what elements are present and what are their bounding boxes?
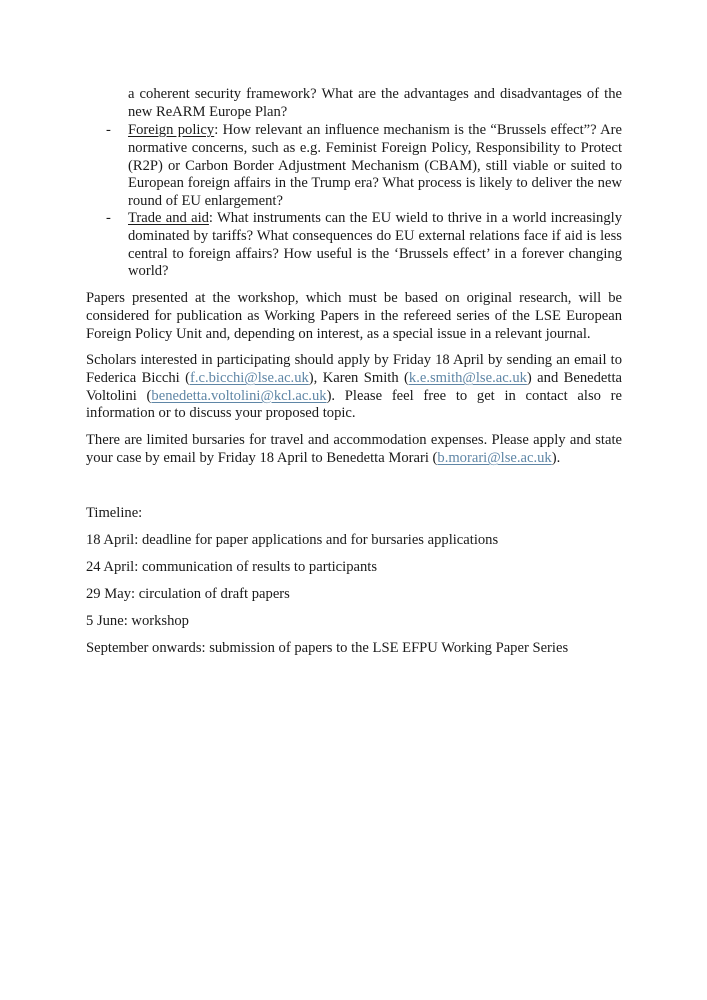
timeline-item: 24 April: communication of results to participants: [86, 559, 378, 575]
email-link-bicchi[interactable]: f.c.bicchi@lse.ac.uk: [190, 369, 309, 386]
bullet-text: : What instruments can the EU wield to thrive in a world increasingly dominated by tariffs? What consequences do EU external relations face if aid is less central to foreign affairs? How useful is the ‘Brussels effect’ in a forever changing world?: [128, 210, 622, 280]
email-link-morari[interactable]: b.morari@lse.ac.uk: [437, 449, 552, 466]
timeline-item: 5 June: workshop: [86, 613, 189, 629]
application-paragraph: [86, 352, 622, 423]
apply-text-2: ), Karen Smith (: [308, 369, 409, 386]
publication-paragraph: Papers presented at the workshop, which must be based on original research, will be considered for publication as Working Papers in the refereed series of the LSE European Foreign Policy Unit and, depending on interest, as a special issue in a relevant journal.: [86, 290, 622, 342]
bullet-body: [128, 210, 622, 281]
bullet-topic: Foreign policy: [128, 122, 215, 138]
bursaries-paragraph: [86, 432, 622, 468]
timeline-item: 18 April: deadline for paper applications and for bursaries applications: [86, 532, 499, 548]
bullet-marker: -: [106, 122, 111, 138]
bursaries-text-2: ).: [551, 449, 561, 466]
timeline-item: September onwards: submission of papers to the LSE EFPU Working Paper Series: [86, 640, 569, 656]
bursaries-text-1: There are limited bursaries for travel and accommodation expenses. Please apply and state your case by email by Friday 18 April to Benedetta Morari (: [86, 432, 622, 466]
bullet-marker: -: [106, 210, 111, 226]
timeline-heading: Timeline:: [86, 505, 143, 521]
bullet-text: : How relevant an influence mechanism is the “Brussels effect”? Are normative concerns, such as e.g. Feminist Foreign Policy, Responsibility to Protect (R2P) or Carbon Border Adjustment Mechanism (CBAM), still viable or suited to European foreign affairs in the Trump era? What process is likely to deliver the new round of EU enlargement?: [128, 122, 622, 210]
apply-text-1: Scholars interested in participating should apply by Friday 18 April by sending an email to Federica Bicchi (: [86, 352, 622, 386]
bullet-foreign-policy: [106, 122, 622, 211]
email-link-smith[interactable]: k.e.smith@lse.ac.uk: [408, 369, 527, 386]
bullet-body: [128, 122, 622, 211]
apply-text-4: ). Please feel free to get in contact also re information or to discuss your proposed topic.: [86, 387, 622, 422]
intro-continuation: a coherent security framework? What are the advantages and disadvantages of the new ReARM Europe Plan?: [128, 86, 622, 120]
bullet-topic: Trade and aid: [128, 210, 209, 226]
timeline-item: 29 May: circulation of draft papers: [86, 586, 290, 602]
bullet-trade-and-aid: [106, 210, 622, 281]
apply-text-3: ) and Benedetta Voltolini (: [86, 369, 623, 404]
email-link-voltolini[interactable]: benedetta.voltolini@kcl.ac.uk: [151, 387, 327, 404]
